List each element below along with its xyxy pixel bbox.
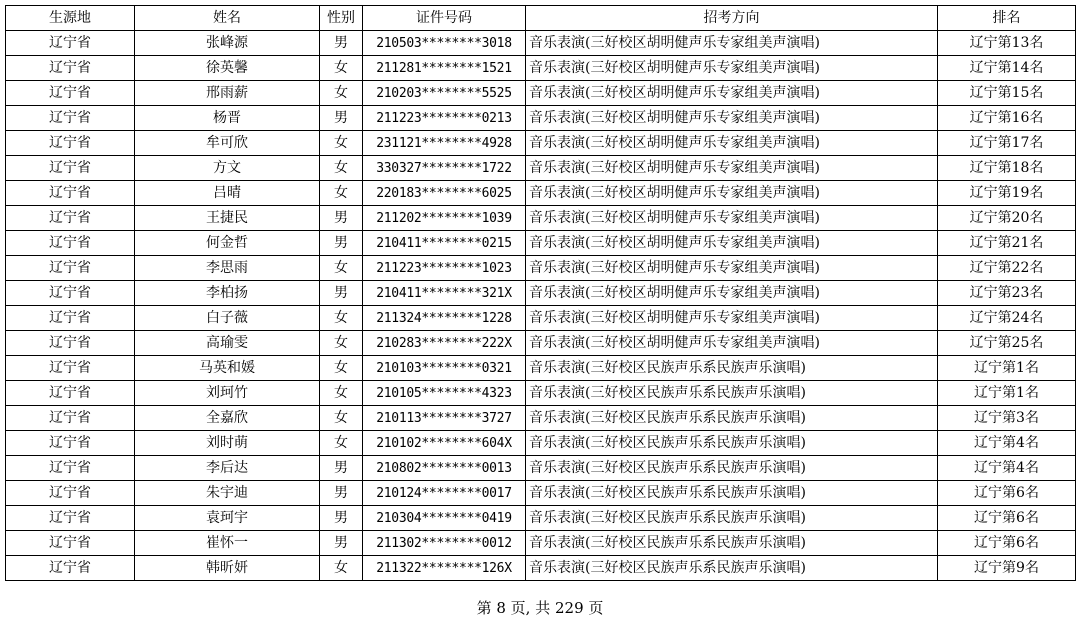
cell-name: 牟可欣 (135, 131, 320, 156)
cell-origin: 辽宁省 (6, 531, 135, 556)
page-number-footer: 第 8 页, 共 229 页 (476, 599, 604, 617)
cell-id-number: 220183********6025 (363, 181, 526, 206)
cell-origin: 辽宁省 (6, 431, 135, 456)
table-row (6, 481, 1076, 506)
cell-name: 何金哲 (135, 231, 320, 256)
cell-origin: 辽宁省 (6, 131, 135, 156)
cell-id-number: 210304********0419 (363, 506, 526, 531)
table-row (6, 381, 1076, 406)
cell-rank: 辽宁第21名 (938, 231, 1076, 256)
table-row (6, 406, 1076, 431)
cell-name: 李后达 (135, 456, 320, 481)
cell-program: 音乐表演(三好校区胡明健声乐专家组美声演唱) (526, 31, 938, 56)
cell-program: 音乐表演(三好校区民族声乐系民族声乐演唱) (526, 406, 938, 431)
cell-gender: 女 (320, 131, 363, 156)
cell-origin: 辽宁省 (6, 156, 135, 181)
cell-program: 音乐表演(三好校区胡明健声乐专家组美声演唱) (526, 56, 938, 81)
cell-gender: 女 (320, 406, 363, 431)
cell-program: 音乐表演(三好校区民族声乐系民族声乐演唱) (526, 556, 938, 581)
cell-rank: 辽宁第6名 (938, 531, 1076, 556)
cell-program: 音乐表演(三好校区胡明健声乐专家组美声演唱) (526, 331, 938, 356)
cell-origin: 辽宁省 (6, 181, 135, 206)
cell-gender: 女 (320, 306, 363, 331)
cell-name: 李柏扬 (135, 281, 320, 306)
table-row (6, 256, 1076, 281)
table-row (6, 31, 1076, 56)
cell-gender: 男 (320, 531, 363, 556)
cell-name: 邢雨薪 (135, 81, 320, 106)
cell-id-number: 210283********222X (363, 331, 526, 356)
cell-program: 音乐表演(三好校区胡明健声乐专家组美声演唱) (526, 106, 938, 131)
cell-rank: 辽宁第3名 (938, 406, 1076, 431)
cell-gender: 女 (320, 381, 363, 406)
cell-id-number: 211202********1039 (363, 206, 526, 231)
cell-origin: 辽宁省 (6, 406, 135, 431)
cell-gender: 男 (320, 506, 363, 531)
cell-gender: 男 (320, 31, 363, 56)
cell-origin: 辽宁省 (6, 331, 135, 356)
cell-origin: 辽宁省 (6, 506, 135, 531)
cell-origin: 辽宁省 (6, 31, 135, 56)
column-header-program: 招考方向 (526, 6, 938, 31)
cell-name: 吕晴 (135, 181, 320, 206)
cell-program: 音乐表演(三好校区胡明健声乐专家组美声演唱) (526, 156, 938, 181)
table-body (6, 31, 1076, 581)
table-row (6, 531, 1076, 556)
cell-rank: 辽宁第15名 (938, 81, 1076, 106)
table-row (6, 281, 1076, 306)
cell-gender: 女 (320, 56, 363, 81)
cell-rank: 辽宁第1名 (938, 356, 1076, 381)
cell-gender: 男 (320, 206, 363, 231)
cell-name: 王捷民 (135, 206, 320, 231)
cell-rank: 辽宁第13名 (938, 31, 1076, 56)
cell-name: 徐英馨 (135, 56, 320, 81)
table-row (6, 306, 1076, 331)
cell-name: 朱宇迪 (135, 481, 320, 506)
table-row (6, 181, 1076, 206)
cell-id-number: 211302********0012 (363, 531, 526, 556)
cell-origin: 辽宁省 (6, 81, 135, 106)
cell-origin: 辽宁省 (6, 456, 135, 481)
cell-origin: 辽宁省 (6, 481, 135, 506)
table-row (6, 506, 1076, 531)
table-row (6, 356, 1076, 381)
column-header-name: 姓名 (135, 6, 320, 31)
cell-rank: 辽宁第18名 (938, 156, 1076, 181)
cell-rank: 辽宁第22名 (938, 256, 1076, 281)
cell-id-number: 210503********3018 (363, 31, 526, 56)
column-header-id-number: 证件号码 (363, 6, 526, 31)
cell-origin: 辽宁省 (6, 381, 135, 406)
cell-gender: 女 (320, 431, 363, 456)
cell-gender: 女 (320, 556, 363, 581)
cell-origin: 辽宁省 (6, 281, 135, 306)
cell-rank: 辽宁第6名 (938, 481, 1076, 506)
cell-gender: 男 (320, 456, 363, 481)
cell-origin: 辽宁省 (6, 56, 135, 81)
cell-program: 音乐表演(三好校区民族声乐系民族声乐演唱) (526, 381, 938, 406)
cell-program: 音乐表演(三好校区胡明健声乐专家组美声演唱) (526, 131, 938, 156)
cell-gender: 女 (320, 331, 363, 356)
cell-id-number: 210102********604X (363, 431, 526, 456)
cell-rank: 辽宁第6名 (938, 506, 1076, 531)
cell-rank: 辽宁第4名 (938, 456, 1076, 481)
cell-program: 音乐表演(三好校区胡明健声乐专家组美声演唱) (526, 281, 938, 306)
cell-program: 音乐表演(三好校区民族声乐系民族声乐演唱) (526, 506, 938, 531)
cell-id-number: 210203********5525 (363, 81, 526, 106)
cell-origin: 辽宁省 (6, 256, 135, 281)
cell-origin: 辽宁省 (6, 106, 135, 131)
table-row (6, 131, 1076, 156)
cell-id-number: 210105********4323 (363, 381, 526, 406)
cell-gender: 女 (320, 81, 363, 106)
table-row (6, 231, 1076, 256)
cell-program: 音乐表演(三好校区民族声乐系民族声乐演唱) (526, 431, 938, 456)
cell-id-number: 211223********0213 (363, 106, 526, 131)
cell-id-number: 210411********321X (363, 281, 526, 306)
cell-name: 马英和媛 (135, 356, 320, 381)
cell-gender: 女 (320, 356, 363, 381)
cell-origin: 辽宁省 (6, 356, 135, 381)
cell-name: 崔怀一 (135, 531, 320, 556)
cell-gender: 女 (320, 156, 363, 181)
cell-origin: 辽宁省 (6, 556, 135, 581)
cell-name: 方文 (135, 156, 320, 181)
table-row (6, 56, 1076, 81)
cell-program: 音乐表演(三好校区民族声乐系民族声乐演唱) (526, 531, 938, 556)
cell-rank: 辽宁第1名 (938, 381, 1076, 406)
cell-id-number: 210113********3727 (363, 406, 526, 431)
cell-name: 全嘉欣 (135, 406, 320, 431)
cell-program: 音乐表演(三好校区胡明健声乐专家组美声演唱) (526, 181, 938, 206)
cell-id-number: 211324********1228 (363, 306, 526, 331)
cell-program: 音乐表演(三好校区民族声乐系民族声乐演唱) (526, 456, 938, 481)
cell-program: 音乐表演(三好校区民族声乐系民族声乐演唱) (526, 481, 938, 506)
cell-program: 音乐表演(三好校区胡明健声乐专家组美声演唱) (526, 81, 938, 106)
table-row (6, 206, 1076, 231)
cell-gender: 男 (320, 481, 363, 506)
cell-program: 音乐表演(三好校区民族声乐系民族声乐演唱) (526, 356, 938, 381)
cell-program: 音乐表演(三好校区胡明健声乐专家组美声演唱) (526, 206, 938, 231)
cell-rank: 辽宁第25名 (938, 331, 1076, 356)
cell-id-number: 210802********0013 (363, 456, 526, 481)
cell-id-number: 211223********1023 (363, 256, 526, 281)
table-header-row (6, 6, 1076, 31)
column-header-gender: 性别 (320, 6, 363, 31)
cell-origin: 辽宁省 (6, 306, 135, 331)
table-row (6, 456, 1076, 481)
cell-program: 音乐表演(三好校区胡明健声乐专家组美声演唱) (526, 231, 938, 256)
cell-rank: 辽宁第19名 (938, 181, 1076, 206)
cell-gender: 男 (320, 281, 363, 306)
cell-id-number: 211281********1521 (363, 56, 526, 81)
cell-name: 刘时萌 (135, 431, 320, 456)
cell-rank: 辽宁第16名 (938, 106, 1076, 131)
cell-id-number: 211322********126X (363, 556, 526, 581)
cell-id-number: 210103********0321 (363, 356, 526, 381)
table-row (6, 156, 1076, 181)
cell-gender: 男 (320, 231, 363, 256)
cell-origin: 辽宁省 (6, 206, 135, 231)
cell-name: 杨晋 (135, 106, 320, 131)
cell-name: 张峰源 (135, 31, 320, 56)
cell-gender: 女 (320, 256, 363, 281)
cell-rank: 辽宁第17名 (938, 131, 1076, 156)
cell-name: 韩昕妍 (135, 556, 320, 581)
cell-name: 袁珂宇 (135, 506, 320, 531)
cell-name: 白子薇 (135, 306, 320, 331)
cell-name: 李思雨 (135, 256, 320, 281)
cell-rank: 辽宁第23名 (938, 281, 1076, 306)
cell-program: 音乐表演(三好校区胡明健声乐专家组美声演唱) (526, 306, 938, 331)
cell-gender: 女 (320, 181, 363, 206)
column-header-origin: 生源地 (6, 6, 135, 31)
cell-id-number: 330327********1722 (363, 156, 526, 181)
column-header-rank: 排名 (938, 6, 1076, 31)
table-row (6, 431, 1076, 456)
cell-rank: 辽宁第20名 (938, 206, 1076, 231)
cell-name: 高瑜雯 (135, 331, 320, 356)
cell-rank: 辽宁第14名 (938, 56, 1076, 81)
cell-rank: 辽宁第24名 (938, 306, 1076, 331)
admission-list-table (5, 5, 1076, 581)
cell-rank: 辽宁第9名 (938, 556, 1076, 581)
cell-rank: 辽宁第4名 (938, 431, 1076, 456)
cell-program: 音乐表演(三好校区胡明健声乐专家组美声演唱) (526, 256, 938, 281)
table-row (6, 81, 1076, 106)
table-row (6, 556, 1076, 581)
table-row (6, 331, 1076, 356)
cell-name: 刘珂竹 (135, 381, 320, 406)
table-row (6, 106, 1076, 131)
cell-origin: 辽宁省 (6, 231, 135, 256)
cell-gender: 男 (320, 106, 363, 131)
cell-id-number: 210411********0215 (363, 231, 526, 256)
cell-id-number: 231121********4928 (363, 131, 526, 156)
cell-id-number: 210124********0017 (363, 481, 526, 506)
